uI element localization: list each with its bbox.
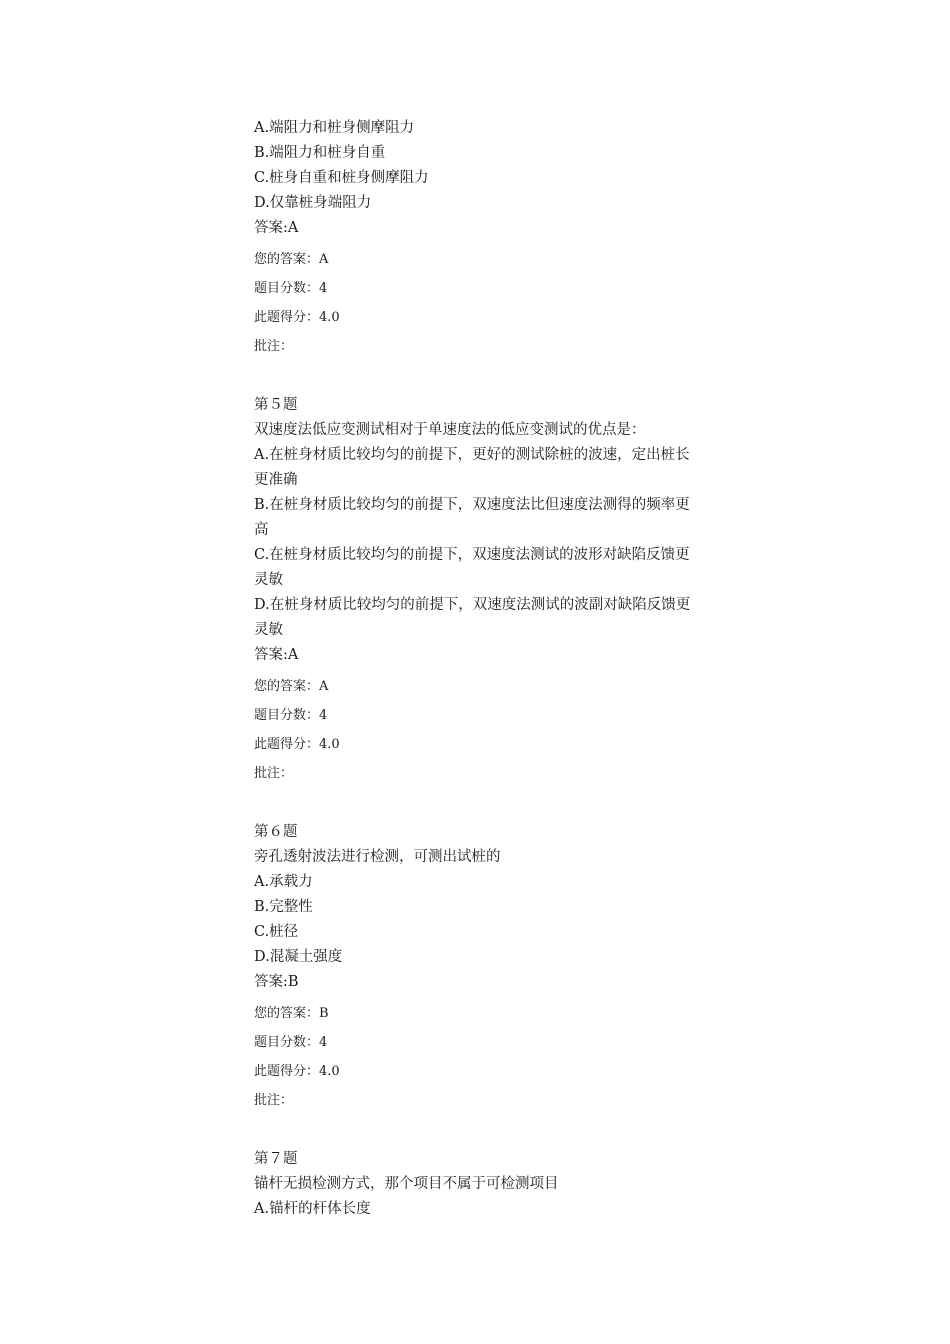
option-a: A.端阻力和桩身侧摩阻力 xyxy=(254,120,415,136)
earned-score: 此题得分：4.0 xyxy=(254,310,340,325)
option-c: C.桩身自重和桩身侧摩阻力 xyxy=(254,170,429,186)
option-c: C.在桩身材质比较均匀的前提下，双速度法测试的波形对缺陷反馈更灵敏 xyxy=(254,547,690,588)
option-b: B.在桩身材质比较均匀的前提下，双速度法比但速度法测得的频率更高 xyxy=(254,497,690,538)
question-score: 题目分数：4 xyxy=(254,708,328,723)
option-b: B.端阻力和桩身自重 xyxy=(254,145,386,161)
correct-answer: 答案:A xyxy=(254,647,299,663)
option-a: A.在桩身材质比较均匀的前提下，更好的测试除桩的波速，定出桩长更准确 xyxy=(254,447,690,488)
question-number: 第６题 xyxy=(254,824,298,840)
exam-review-page xyxy=(254,116,704,1222)
question-stem: 锚杆无损检测方式，那个项目不属于可检测项目 xyxy=(254,1176,559,1192)
option-d: D.仅靠桩身端阻力 xyxy=(254,195,372,211)
earned-score: 此题得分：4.0 xyxy=(254,737,340,752)
question-6-block xyxy=(254,820,704,1115)
question-4-block xyxy=(254,116,704,361)
earned-score: 此题得分：4.0 xyxy=(254,1064,340,1079)
option-d: D.在桩身材质比较均匀的前提下，双速度法测试的波副对缺陷反馈更灵敏 xyxy=(254,597,691,638)
your-answer: 您的答案：A xyxy=(254,252,329,267)
option-c: C.桩径 xyxy=(254,924,299,940)
your-answer: 您的答案：B xyxy=(254,1006,329,1021)
question-stem: 双速度法低应变测试相对于单速度法的低应变测试的优点是： xyxy=(254,422,646,438)
comment: 批注： xyxy=(254,1093,294,1108)
question-score: 题目分数：4 xyxy=(254,1035,328,1050)
question-number: 第５题 xyxy=(254,397,298,413)
spacer xyxy=(254,1115,704,1147)
comment: 批注： xyxy=(254,339,294,354)
correct-answer: 答案:A xyxy=(254,220,299,236)
option-a: A.锚杆的杆体长度 xyxy=(254,1201,371,1217)
question-7-block xyxy=(254,1147,704,1222)
question-stem: 旁孔透射波法进行检测，可测出试桩的 xyxy=(254,849,501,865)
question-score: 题目分数：4 xyxy=(254,281,328,296)
question-number: 第７题 xyxy=(254,1151,298,1167)
spacer xyxy=(254,361,704,393)
correct-answer: 答案:B xyxy=(254,974,299,990)
option-a: A.承载力 xyxy=(254,874,313,890)
option-d: D.混凝土强度 xyxy=(254,949,343,965)
question-5-block xyxy=(254,393,704,788)
comment: 批注： xyxy=(254,766,294,781)
your-answer: 您的答案：A xyxy=(254,679,329,694)
option-b: B.完整性 xyxy=(254,899,313,915)
spacer xyxy=(254,788,704,820)
